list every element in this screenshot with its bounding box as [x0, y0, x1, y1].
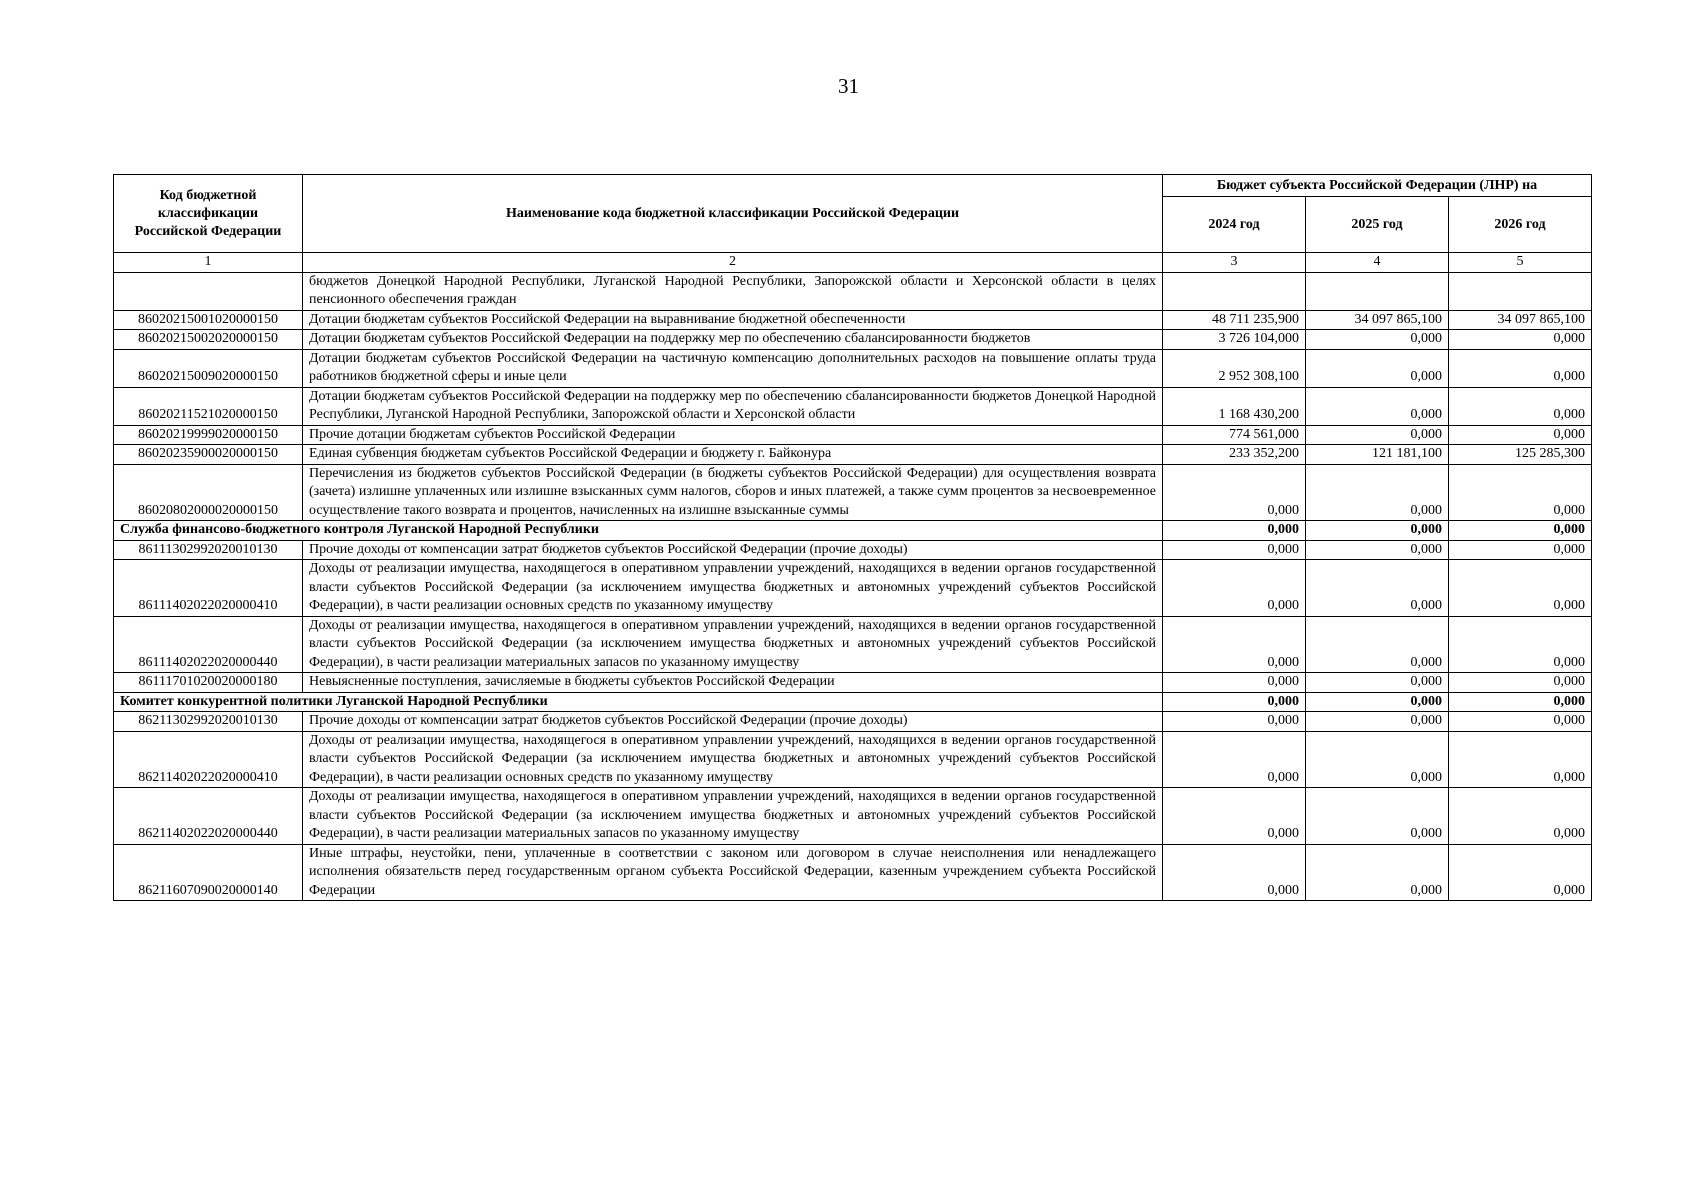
value-2024 [1163, 272, 1306, 310]
col-index-4: 4 [1306, 253, 1449, 273]
value-2026: 0,000 [1449, 464, 1592, 521]
value-2025: 0,000 [1306, 387, 1449, 425]
table-body [114, 253, 1592, 901]
value-2025 [1306, 272, 1449, 310]
table-row [114, 272, 1592, 310]
value-2024: 0,000 [1163, 540, 1306, 560]
value-2024: 774 561,000 [1163, 425, 1306, 445]
value-2025: 0,000 [1306, 731, 1449, 788]
table-row [114, 464, 1592, 521]
table-row [114, 616, 1592, 673]
value-2024: 1 168 430,200 [1163, 387, 1306, 425]
value-2026: 0,000 [1449, 844, 1592, 901]
table-row [114, 387, 1592, 425]
header-year-2026: 2026 год [1449, 197, 1592, 253]
budget-code: 86020219999020000150 [114, 425, 303, 445]
section-total-2024: 0,000 [1163, 521, 1306, 541]
budget-code: 86111402022020000440 [114, 616, 303, 673]
budget-code: 86020235900020000150 [114, 445, 303, 465]
value-2024: 3 726 104,000 [1163, 330, 1306, 350]
value-2024: 0,000 [1163, 788, 1306, 845]
value-2025: 0,000 [1306, 844, 1449, 901]
value-2024: 0,000 [1163, 844, 1306, 901]
value-2026: 0,000 [1449, 673, 1592, 693]
section-title: Комитет конкурентной политики Луганской Народной Республики [114, 692, 1163, 712]
table-row [114, 349, 1592, 387]
budget-code: 86211402022020000410 [114, 731, 303, 788]
section-total-2026: 0,000 [1449, 692, 1592, 712]
budget-code-name: Дотации бюджетам субъектов Российской Федерации на выравнивание бюджетной обеспеченности [303, 310, 1163, 330]
col-index-3: 3 [1163, 253, 1306, 273]
section-total-2025: 0,000 [1306, 692, 1449, 712]
value-2026: 0,000 [1449, 387, 1592, 425]
value-2024: 233 352,200 [1163, 445, 1306, 465]
value-2025: 0,000 [1306, 712, 1449, 732]
budget-code: 86211302992020010130 [114, 712, 303, 732]
section-title: Служба финансово-бюджетного контроля Луганской Народной Республики [114, 521, 1163, 541]
value-2026: 0,000 [1449, 330, 1592, 350]
section-total-2025: 0,000 [1306, 521, 1449, 541]
header-budget-group: Бюджет субъекта Российской Федерации (ЛНР) на [1163, 175, 1592, 197]
value-2024: 2 952 308,100 [1163, 349, 1306, 387]
budget-code-name: Перечисления из бюджетов субъектов Российской Федерации (в бюджеты субъектов Российской Федерации) для осуществления возврата (зачета) излишне уплаченных или излишне взысканных сумм налогов, сборов и иных платежей, а также сумм процентов за несвоевременное осуществление такого возврата и процентов, начисленных на излишне взысканные суммы [303, 464, 1163, 521]
budget-code: 86211607090020000140 [114, 844, 303, 901]
budget-code-name: Иные штрафы, неустойки, пени, уплаченные в соответствии с законом или договором в случае неисполнения или ненадлежащего исполнения обязательств перед государственным органом субъекта Российской Федерации, казенным учреждением субъекта Российской Федерации [303, 844, 1163, 901]
budget-code: 86020215002020000150 [114, 330, 303, 350]
value-2026: 0,000 [1449, 712, 1592, 732]
value-2026: 0,000 [1449, 616, 1592, 673]
table-row [114, 673, 1592, 693]
budget-code: 86111302992020010130 [114, 540, 303, 560]
value-2026: 34 097 865,100 [1449, 310, 1592, 330]
budget-code-name: Доходы от реализации имущества, находящегося в оперативном управлении учреждений, находящихся в ведении органов государственной власти субъектов Российской Федерации (за исключением имущества бюджетных и автономных учреждений субъектов Российской Федерации), в части реализации материальных запасов по указанному имуществу [303, 616, 1163, 673]
header-name: Наименование кода бюджетной классификации Российской Федерации [303, 175, 1163, 253]
value-2024: 0,000 [1163, 673, 1306, 693]
budget-code-name: Дотации бюджетам субъектов Российской Федерации на поддержку мер по обеспечению сбалансированности бюджетов [303, 330, 1163, 350]
budget-code: 86020802000020000150 [114, 464, 303, 521]
value-2026: 0,000 [1449, 788, 1592, 845]
value-2025: 0,000 [1306, 464, 1449, 521]
budget-code-name: бюджетов Донецкой Народной Республики, Луганской Народной Республики, Запорожской области и Херсонской области в целях пенсионного обеспечения граждан [303, 272, 1163, 310]
budget-code: 86211402022020000440 [114, 788, 303, 845]
budget-code-name: Дотации бюджетам субъектов Российской Федерации на частичную компенсацию дополнительных расходов на повышение оплаты труда работников бюджетной сферы и иные цели [303, 349, 1163, 387]
budget-code: 86020211521020000150 [114, 387, 303, 425]
table-row [114, 731, 1592, 788]
value-2024: 0,000 [1163, 731, 1306, 788]
value-2026: 0,000 [1449, 560, 1592, 617]
column-index-row [114, 253, 1592, 273]
budget-code-name: Прочие дотации бюджетам субъектов Российской Федерации [303, 425, 1163, 445]
table-row [114, 425, 1592, 445]
value-2025: 0,000 [1306, 425, 1449, 445]
section-total-2024: 0,000 [1163, 692, 1306, 712]
value-2025: 0,000 [1306, 560, 1449, 617]
value-2024: 0,000 [1163, 560, 1306, 617]
budget-code-name: Невыясненные поступления, зачисляемые в бюджеты субъектов Российской Федерации [303, 673, 1163, 693]
budget-table [113, 174, 1592, 901]
budget-code-name: Дотации бюджетам субъектов Российской Федерации на поддержку мер по обеспечению сбалансированности бюджетов Донецкой Народной Республики, Луганской Народной Республики, Запорожской области и Херсонской области [303, 387, 1163, 425]
value-2026: 0,000 [1449, 731, 1592, 788]
value-2024: 0,000 [1163, 464, 1306, 521]
value-2025: 121 181,100 [1306, 445, 1449, 465]
table-row [114, 310, 1592, 330]
section-total-2026: 0,000 [1449, 521, 1592, 541]
budget-code-name: Прочие доходы от компенсации затрат бюджетов субъектов Российской Федерации (прочие доходы) [303, 712, 1163, 732]
value-2026: 0,000 [1449, 425, 1592, 445]
section-row [114, 692, 1592, 712]
budget-code [114, 272, 303, 310]
budget-code-name: Прочие доходы от компенсации затрат бюджетов субъектов Российской Федерации (прочие доходы) [303, 540, 1163, 560]
value-2026: 125 285,300 [1449, 445, 1592, 465]
value-2025: 0,000 [1306, 349, 1449, 387]
col-index-1: 1 [114, 253, 303, 273]
value-2026 [1449, 272, 1592, 310]
table-row [114, 330, 1592, 350]
budget-code: 86020215009020000150 [114, 349, 303, 387]
header-code: Код бюджетной классификации Российской Федерации [114, 175, 303, 253]
table-row [114, 560, 1592, 617]
value-2025: 0,000 [1306, 673, 1449, 693]
value-2025: 34 097 865,100 [1306, 310, 1449, 330]
value-2024: 48 711 235,900 [1163, 310, 1306, 330]
value-2024: 0,000 [1163, 616, 1306, 673]
header-year-2024: 2024 год [1163, 197, 1306, 253]
budget-code-name: Единая субвенция бюджетам субъектов Российской Федерации и бюджету г. Байконура [303, 445, 1163, 465]
section-row [114, 521, 1592, 541]
table-row [114, 844, 1592, 901]
table-row [114, 540, 1592, 560]
col-index-2: 2 [303, 253, 1163, 273]
value-2026: 0,000 [1449, 349, 1592, 387]
budget-code-name: Доходы от реализации имущества, находящегося в оперативном управлении учреждений, находящихся в ведении органов государственной власти субъектов Российской Федерации (за исключением имущества бюджетных и автономных учреждений субъектов Российской Федерации), в части реализации основных средств по указанному имуществу [303, 731, 1163, 788]
header-year-2025: 2025 год [1306, 197, 1449, 253]
table-row [114, 445, 1592, 465]
budget-code: 86111402022020000410 [114, 560, 303, 617]
col-index-5: 5 [1449, 253, 1592, 273]
value-2025: 0,000 [1306, 788, 1449, 845]
page-number: 31 [838, 74, 859, 98]
value-2025: 0,000 [1306, 616, 1449, 673]
table-row [114, 788, 1592, 845]
budget-code-name: Доходы от реализации имущества, находящегося в оперативном управлении учреждений, находящихся в ведении органов государственной власти субъектов Российской Федерации (за исключением имущества бюджетных и автономных учреждений субъектов Российской Федерации), в части реализации материальных запасов по указанному имуществу [303, 788, 1163, 845]
budget-code-name: Доходы от реализации имущества, находящегося в оперативном управлении учреждений, находящихся в ведении органов государственной власти субъектов Российской Федерации (за исключением имущества бюджетных и автономных учреждений субъектов Российской Федерации), в части реализации основных средств по указанному имуществу [303, 560, 1163, 617]
value-2025: 0,000 [1306, 540, 1449, 560]
budget-code: 86020215001020000150 [114, 310, 303, 330]
value-2024: 0,000 [1163, 712, 1306, 732]
table-row [114, 712, 1592, 732]
value-2026: 0,000 [1449, 540, 1592, 560]
value-2025: 0,000 [1306, 330, 1449, 350]
budget-code: 86111701020020000180 [114, 673, 303, 693]
